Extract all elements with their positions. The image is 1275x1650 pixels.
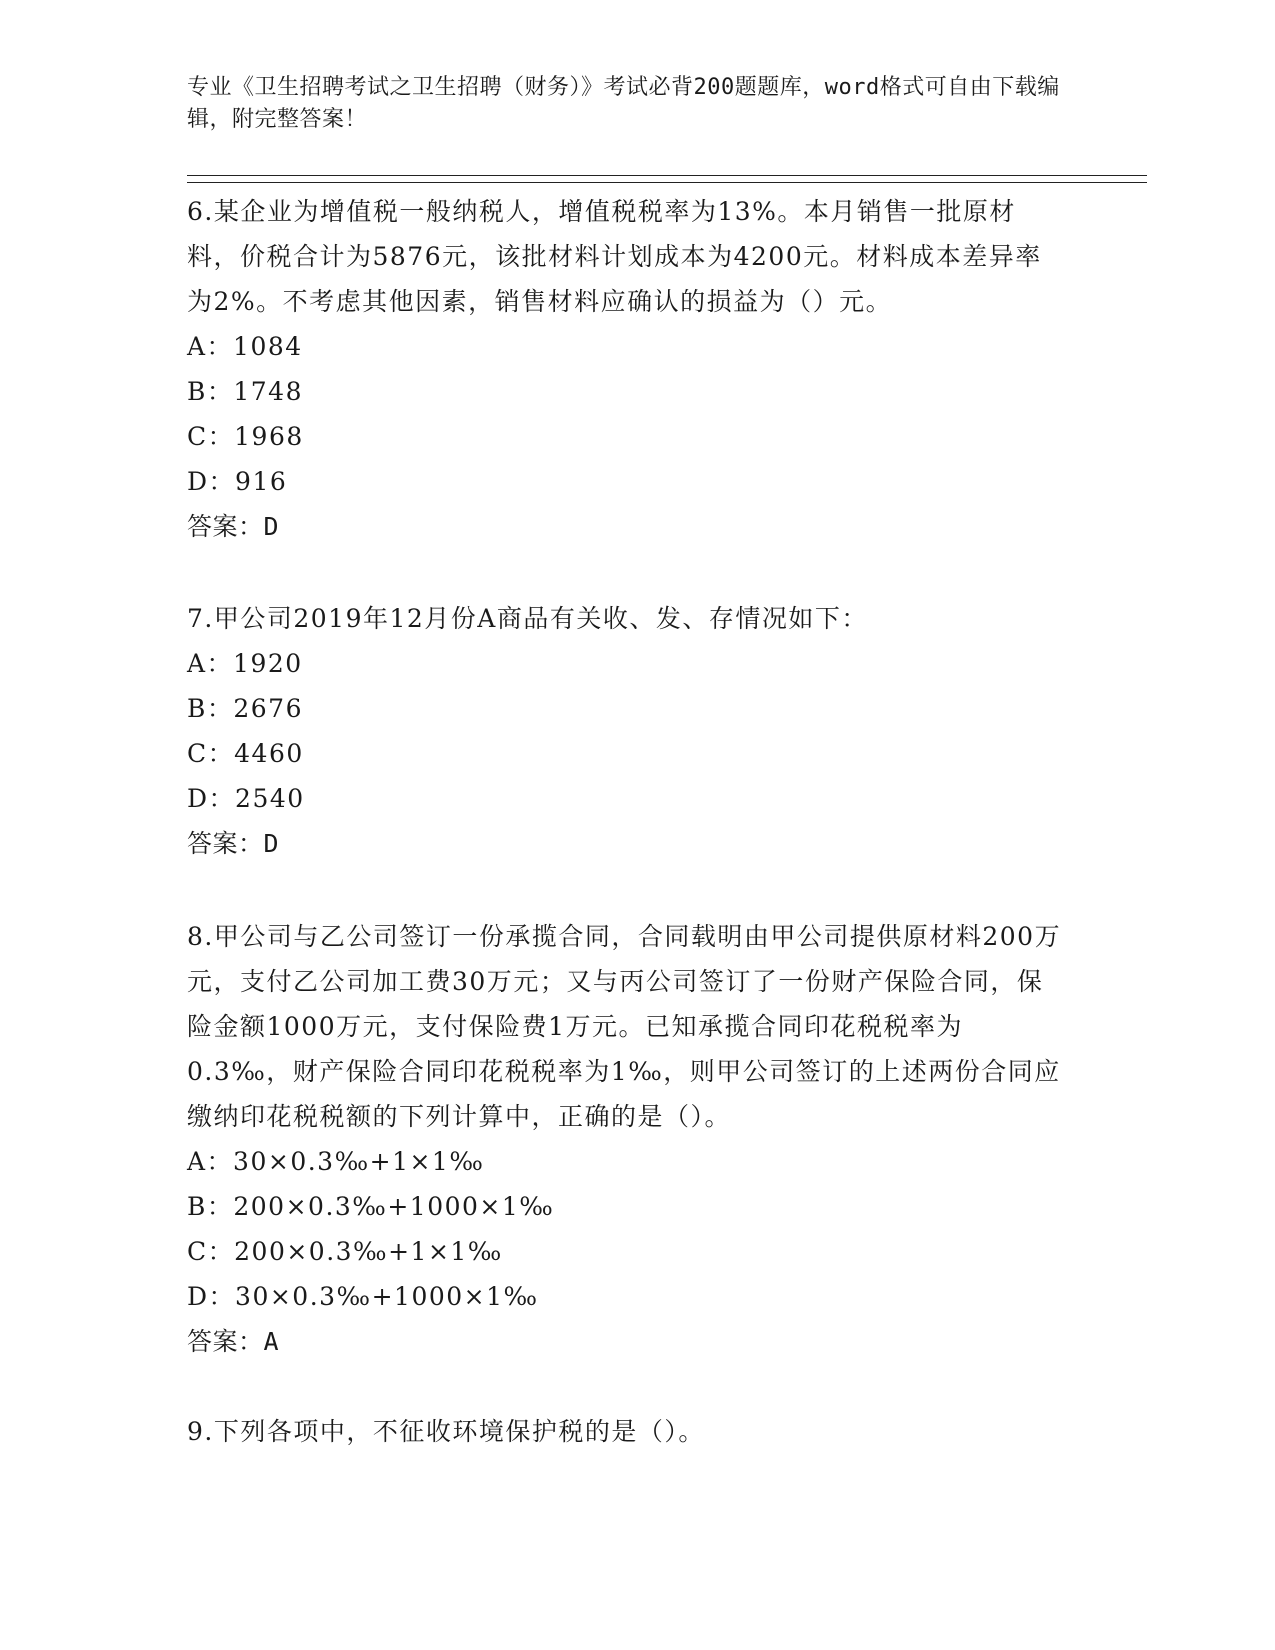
option-b: B：200×0.3‰+1000×1‰ [187, 1192, 555, 1221]
question-stem: 6.某企业为增值税一般纳税人，增值税税率为13%。本月销售一批原材料，价税合计为5876元，该批材料计划成本为4200元。材料成本差异率为2%。不考虑其他因素，销售材料应确认的损益为（）元。 [187, 197, 1042, 316]
question-stem: 7.甲公司2019年12月份A商品有关收、发、存情况如下： [187, 604, 868, 633]
option-d: D：916 [187, 467, 288, 496]
document-header: 专业《卫生招聘考试之卫生招聘（财务）》考试必背200题题库，word格式可自由下载编辑，附完整答案！ [187, 75, 1060, 132]
option-a: A：1084 [187, 332, 303, 361]
answer: 答案：D [187, 512, 280, 541]
option-b: B：1748 [187, 377, 303, 406]
option-b: B：2676 [187, 694, 303, 723]
option-c: C：1968 [187, 422, 304, 451]
question-stem: 9.下列各项中，不征收环境保护税的是（）。 [187, 1417, 705, 1446]
option-c: C：4460 [187, 739, 304, 768]
option-c: C：200×0.3‰+1×1‰ [187, 1237, 503, 1266]
option-d: D：2540 [187, 784, 305, 813]
header-divider-bottom [187, 182, 1147, 183]
question-stem: 8.甲公司与乙公司签订一份承揽合同，合同载明由甲公司提供原材料200万元，支付乙公司加工费30万元；又与丙公司签订了一份财产保险合同，保险金额1000万元，支付保险费1万元。已知承揽合同印花税税率为0.3‰，财产保险合同印花税税率为1‰，则甲公司签订的上述两份合同应缴纳印花税税额的下列计算中，正确的是（）。 [187, 922, 1062, 1131]
answer: 答案：D [187, 829, 280, 858]
header-divider-top [187, 175, 1147, 176]
option-d: D：30×0.3‰+1000×1‰ [187, 1282, 539, 1311]
option-a: A：30×0.3‰+1×1‰ [187, 1147, 485, 1176]
option-a: A：1920 [187, 649, 303, 678]
question-6 [187, 189, 1067, 549]
question-8 [187, 914, 1067, 1364]
answer: 答案：A [187, 1327, 280, 1356]
question-9 [187, 1409, 1067, 1454]
question-7 [187, 596, 1067, 866]
